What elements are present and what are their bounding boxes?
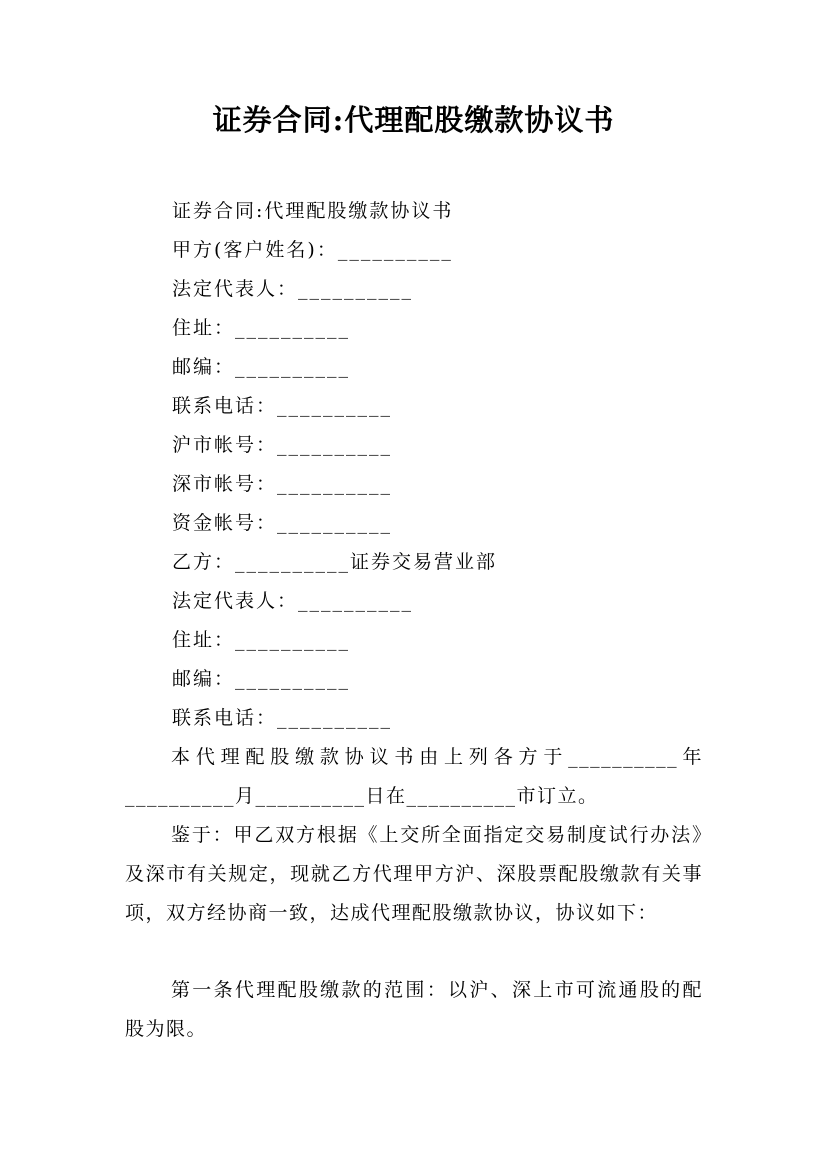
paragraph-signing: 本代理配股缴款协议书由上列各方于__________年__________月__________日在__________市订立。: [125, 746, 703, 807]
header-line-subtitle: 证券合同:代理配股缴款协议书: [172, 200, 454, 222]
header-line-party-a-phone: 联系电话：__________: [172, 395, 393, 417]
header-line-fund-account: 资金帐号：__________: [172, 512, 393, 534]
header-line-sz-account: 深市帐号：__________: [172, 473, 393, 495]
header-line-party-b-representative: 法定代表人：__________: [172, 590, 414, 612]
header-line-party-b-phone: 联系电话：__________: [172, 707, 393, 729]
header-line-party-a: 甲方(客户姓名)：__________: [172, 239, 453, 261]
header-line-party-b: 乙方：__________证券交易营业部: [172, 551, 498, 573]
header-line-party-a-representative: 法定代表人：__________: [172, 278, 414, 300]
header-line-party-b-postcode: 邮编：__________: [172, 668, 351, 690]
header-line-party-a-postcode: 邮编：__________: [172, 356, 351, 378]
header-line-party-a-address: 住址：__________: [172, 317, 351, 339]
header-line-party-b-address: 住址：__________: [172, 629, 351, 651]
paragraph-article-1: 第一条代理配股缴款的范围：以沪、深上市可流通股的配股为限。: [125, 979, 703, 1040]
paragraph-whereas: 鉴于：甲乙双方根据《上交所全面指定交易制度试行办法》及深市有关规定，现就乙方代理甲方沪、深股票配股缴款有关事项，双方经协商一致，达成代理配股缴款协议，协议如下：: [125, 824, 703, 924]
document-title: 证券合同:代理配股缴款协议书: [212, 103, 615, 137]
header-line-sh-account: 沪市帐号：__________: [172, 434, 393, 456]
